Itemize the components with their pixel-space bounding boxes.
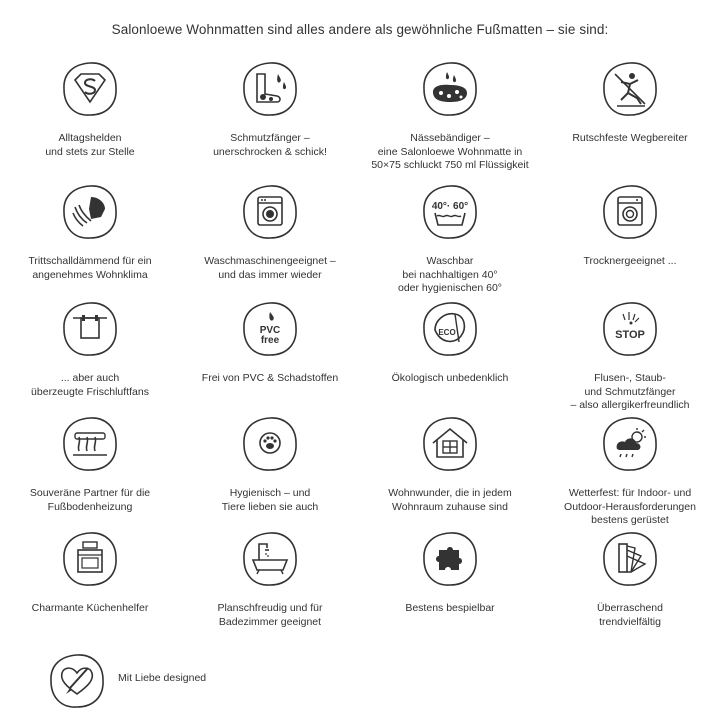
wash-temperature-icon: [421, 183, 479, 241]
color-swatches-icon: [601, 530, 659, 588]
heart-brush-icon: [48, 652, 106, 710]
bathtub-shower-icon: [241, 530, 299, 588]
puzzle-icon: [421, 530, 479, 588]
feature-label: Flusen-, Staub- und Schmutzfänger – also allergikerfreundlich: [570, 372, 690, 411]
feature-label: Überraschend trendvielfältig: [597, 602, 663, 628]
svg-text:ECO: ECO: [438, 328, 456, 337]
feature-label: Schmutzfänger – unerschrocken & schick!: [213, 132, 327, 158]
feature-label: Nässebändiger – eine Salonloewe Wohnmatte in 50×75 schluckt 750 ml Flüssigkeit: [371, 132, 529, 171]
tumble-dryer-icon: [601, 183, 659, 241]
svg-text:free: free: [260, 335, 280, 346]
stove-icon: [61, 530, 119, 588]
paw-icon: [241, 415, 299, 473]
svg-text:PVC: PVC: [259, 325, 281, 336]
feature-label: ... aber auch überzeugte Frischluftfans: [31, 372, 149, 398]
floor-heating-icon: [61, 415, 119, 473]
pvc-free-icon: [241, 300, 299, 358]
slipping-person-crossed-icon: [601, 60, 659, 118]
svg-text:STOP: STOP: [615, 329, 645, 341]
feature-label: Mit Liebe designed: [118, 672, 207, 684]
feature-label: Wohnwunder, die in jedem Wohnraum zuhause sind: [388, 487, 512, 513]
footstep-sound-icon: [61, 183, 119, 241]
feature-label: Wetterfest: für Indoor- und Outdoor-Herausforderungen bestens gerüstet: [564, 487, 696, 526]
feature-label: Waschmaschinengeeignet – und das immer wieder: [204, 255, 336, 281]
feature-label: Trittschalldämmend für ein angenehmes Wohnklima: [28, 255, 152, 281]
feature-label: Ökologisch unbedenklich: [391, 372, 509, 384]
feature-label: Planschfreudig und für Badezimmer geeignet: [217, 602, 323, 628]
house-window-icon: [421, 415, 479, 473]
feature-label: Waschbar bei nachhaltigen 40° oder hygienischen 60°: [397, 255, 503, 294]
svg-text:40°· 60°: 40°· 60°: [431, 201, 469, 212]
washing-machine-icon: [241, 183, 299, 241]
feature-label: Charmante Küchenhelfer: [31, 602, 149, 614]
weather-cloud-icon: [601, 415, 659, 473]
feature-label: Souveräne Partner für die Fußbodenheizung: [29, 487, 151, 513]
superhero-shield-icon: [61, 60, 119, 118]
boot-dirt-icon: [241, 60, 299, 118]
eco-leaf-icon: [421, 300, 479, 358]
feature-label: Bestens bespielbar: [405, 602, 495, 614]
sponge-water-icon: [421, 60, 479, 118]
feature-label: Hygienisch – und Tiere lieben sie auch: [221, 487, 319, 513]
feature-label: Frei von PVC & Schadstoffen: [201, 372, 339, 384]
feature-label: Rutschfeste Wegbereiter: [572, 132, 688, 144]
feature-label: Trocknergeeignet ...: [583, 255, 677, 267]
stop-dust-icon: [601, 300, 659, 358]
feature-label: Alltagshelden und stets zur Stelle: [45, 132, 135, 158]
clothesline-icon: [61, 300, 119, 358]
page-headline: Salonloewe Wohnmatten sind alles andere als gewöhnliche Fußmatten – sie sind:: [111, 22, 609, 37]
